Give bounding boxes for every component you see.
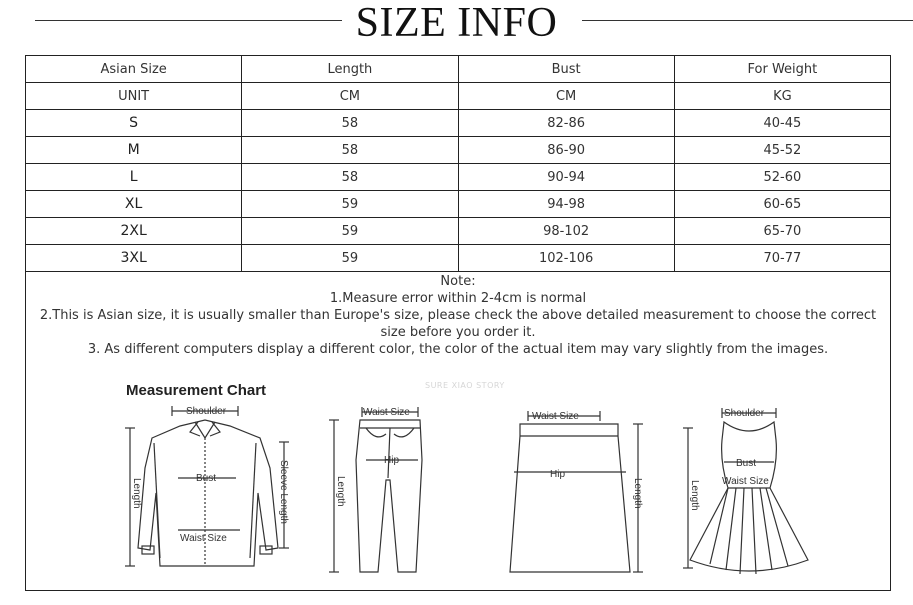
value-cell: 90-94	[458, 164, 674, 191]
value-cell: 94-98	[458, 191, 674, 218]
shirt-waist-label: Waist Size	[180, 533, 227, 544]
notes-block	[26, 273, 890, 358]
table-row	[26, 137, 891, 164]
page-title: SIZE INFO	[355, 0, 558, 46]
header-cell: Length	[242, 56, 458, 83]
dress-diagram	[680, 400, 820, 582]
value-cell: 52-60	[674, 164, 890, 191]
size-cell: 3XL	[26, 245, 242, 272]
value-cell: 60-65	[674, 191, 890, 218]
shirt-bust-label: Bust	[196, 473, 217, 484]
notes-heading: Note:	[440, 274, 476, 289]
skirt-hip-label: Hip	[550, 469, 566, 480]
table-row	[26, 164, 891, 191]
table-header-row	[26, 56, 891, 83]
table-row	[26, 110, 891, 137]
value-cell: 59	[242, 245, 458, 272]
value-cell: 59	[242, 218, 458, 245]
value-cell: 70-77	[674, 245, 890, 272]
size-cell: L	[26, 164, 242, 191]
note-line-3: 3. As different computers display a different color, the color of the actual item may vary slightly from the images.	[87, 342, 829, 357]
value-cell: 102-106	[458, 245, 674, 272]
size-cell: XL	[26, 191, 242, 218]
unit-cell: CM	[458, 83, 674, 110]
shirt-sleeve-label: Sleeve Length	[278, 460, 289, 524]
unit-cell: CM	[242, 83, 458, 110]
shirt-diagram	[120, 398, 300, 580]
size-cell: S	[26, 110, 242, 137]
value-cell: 65-70	[674, 218, 890, 245]
shirt-length-label: Length	[131, 478, 142, 509]
size-cell: M	[26, 137, 242, 164]
note-line-1: 1.Measure error within 2-4cm is normal	[329, 291, 587, 306]
value-cell: 40-45	[674, 110, 890, 137]
skirt-length-label: Length	[632, 478, 643, 509]
pants-hip-label: Hip	[384, 455, 400, 466]
size-table	[25, 55, 891, 272]
size-cell: 2XL	[26, 218, 242, 245]
dress-length-label: Length	[689, 480, 700, 511]
value-cell: 86-90	[458, 137, 674, 164]
unit-cell: KG	[674, 83, 890, 110]
pants-waist-label: Waist Size	[363, 407, 410, 418]
watermark: SURE XIAO STORY	[425, 381, 505, 390]
dress-waist-label: Waist Size	[722, 476, 769, 487]
skirt-diagram	[500, 402, 650, 582]
pants-length-label: Length	[335, 476, 346, 507]
value-cell: 58	[242, 110, 458, 137]
skirt-waist-label: Waist Size	[532, 411, 579, 422]
table-row	[26, 245, 891, 272]
header-cell: For Weight	[674, 56, 890, 83]
measurement-chart-title: Measurement Chart	[126, 382, 267, 399]
value-cell: 59	[242, 191, 458, 218]
value-cell: 98-102	[458, 218, 674, 245]
header-cell: Asian Size	[26, 56, 242, 83]
value-cell: 58	[242, 164, 458, 191]
table-row	[26, 218, 891, 245]
note-line-2: 2.This is Asian size, it is usually smaller than Europe's size, please check the above detailed measurement to choose the correct size before you order it.	[39, 308, 877, 340]
value-cell: 82-86	[458, 110, 674, 137]
unit-cell: UNIT	[26, 83, 242, 110]
dress-shoulder-label: Shoulder	[724, 408, 765, 419]
table-row	[26, 191, 891, 218]
shirt-shoulder-label: Shoulder	[186, 406, 227, 417]
dress-bust-label: Bust	[736, 458, 757, 469]
value-cell: 58	[242, 137, 458, 164]
value-cell: 45-52	[674, 137, 890, 164]
header-cell: Bust	[458, 56, 674, 83]
pants-diagram	[326, 400, 426, 580]
table-unit-row	[26, 83, 891, 110]
